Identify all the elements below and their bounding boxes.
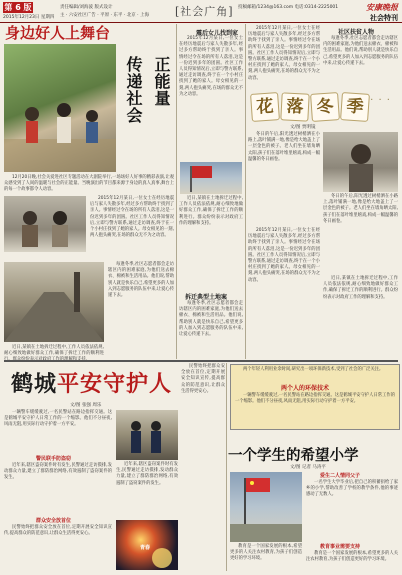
lead-headline-red	[5, 24, 115, 42]
mid-column-a-text: 2015年12月某日,一位女士在经历地震后与家人失散多年,经过多方帮助终于找到了亲人。事情经过令在场的所有人落泪,这是一份迟到多年的团圆。社区工作人员得知情况后,立即与警方联系,通过走访调查,终于在一个小村庄找到了她的家人。母女相见的一刻,两人抱头痛哭,在场的群众无不为之动容。	[179, 36, 243, 97]
hope-sub1: 爱生二人情同父子	[320, 473, 361, 479]
winter-col-b	[323, 194, 398, 274]
lead-headline-text: 身边好人上舞台	[5, 24, 111, 42]
right-col-bottom	[248, 228, 320, 358]
police-col-1	[4, 463, 112, 515]
footer-bubble: 青春	[140, 545, 151, 551]
winter-char-3: 冬	[310, 92, 340, 122]
page-number-badge: 第 6 版	[4, 3, 32, 12]
stage-figures-graphic	[4, 44, 116, 172]
police-col-2-text: 民警始终把群众安全放在首位,定期开展安全知识宣传,提高群众的防范意识,让群众生活得更安心。	[4, 525, 112, 537]
winter-col-a-text: 冬日的午后,阳光透过树梢洒在小路上,落叶铺满一地,像是给大地盖上了一层金色的被子。老人们坐在墙角晒太阳,孩子们在落叶堆里嬉戏,构成一幅温馨的冬日画卷。	[248, 132, 320, 162]
police-col-2	[4, 525, 112, 571]
sidebar-box-text-2	[235, 393, 395, 425]
lead-photo	[4, 44, 116, 172]
divider-1	[176, 24, 177, 359]
hope-col-1	[306, 480, 398, 540]
police-sub2: 群众安全放首位	[36, 518, 72, 524]
third-photo	[4, 262, 104, 342]
winter-char-2: 落	[280, 92, 309, 121]
mid-column-c	[179, 301, 243, 356]
winter-dots: · · ·	[370, 95, 391, 106]
right-col-top-a	[248, 26, 320, 90]
flag-graphic	[180, 162, 242, 194]
police-officers-graphic	[116, 410, 178, 460]
police-col-1-text: 近年来,辖区盗窃案件时有发生,民警通过走访摸排,发动群众力量,建立了群防群治网络,有效遏制了盗窃案件的发生。	[4, 463, 112, 481]
crane-title-a: 鹤城	[11, 371, 58, 397]
second-photo	[4, 196, 86, 252]
hope-col-3	[306, 551, 398, 571]
lead-col-lower-text: 2015年12月某日,一位女士在经历地震后与家人失散多年,经过多方帮助终于找到了亲人。事情经过令在场的所有人落泪,这是一份迟到多年的团圆。社区工作人员得知情况后,立即与警方联系,通过走访调查,终于在一个小村庄找到了她的家人。母女相见的一刻,两人抱头痛哭,在场的群众无不为之动容。	[90, 196, 174, 239]
interview-graphic	[4, 196, 86, 252]
lead-headline-vertical-b: 正能量	[152, 56, 171, 107]
right-col-top-b-text: 每逢冬季,社区志愿者都会走访辖区内的困难家庭,为他们送去棉衣、棉被和生活用品。他们说,帮助别人就是快乐自己,希望更多的人加入到志愿服务的队伍中来,让爱心传递下去。	[323, 36, 398, 66]
section-title: [社会广角]	[175, 5, 234, 18]
right-col-top-b	[323, 36, 398, 92]
mid-column-c-text: 每逢冬季,社区志愿者都会走访辖区内的困难家庭,为他们送去棉衣、棉被和生活用品。他们说,帮助别人就是快乐自己,希望更多的人加入到志愿服务的队伍中来,让爱心传递下去。	[179, 301, 243, 338]
police-intro-text: 一辆警车缓缓驶过,一名民警站在路边指挥交通。这是鹤城平安守护人日常工作的一个缩影。他们不分昼夜,风雨无阻,用实际行动守护着一方平安。	[4, 410, 112, 428]
bottom-left-strip	[4, 345, 104, 363]
road-scene-graphic	[4, 262, 104, 342]
winter-char-4: 季	[340, 92, 370, 122]
flag-photo	[180, 162, 242, 194]
lower-left-column	[108, 262, 174, 358]
masthead	[0, 0, 402, 23]
mid-lower-column-text: 民警始终把群众安全放在首位,定期开展安全知识宣传,提高群众的防范意识,让群众生活得更安心。	[181, 364, 225, 394]
mid-title: 震后女儿找到家	[196, 30, 239, 37]
hope-col-3-text: 教育是一个国家发展的根本,希望更多的人关注农村教育,为孩子们创造更好的学习环境。	[306, 551, 398, 563]
winter-char-1: 花	[250, 92, 280, 122]
bottom-left-strip-text: 近日,某镇在土地拆迁过程中,工作人员依法依规,耐心细致地做好群众工作,确保了拆迁工作的顺利进行。群众纷纷表示对政府工作的理解和支持。	[4, 345, 104, 363]
winter-col-b-text: 冬日的午后,阳光透过树梢洒在小路上,落叶铺满一地,像是给大地盖上了一层金色的被子。老人们坐在墙角晒太阳,孩子们在落叶堆里嬉戏,构成一幅温馨的冬日画卷。	[323, 194, 398, 224]
mid-lower-column	[181, 364, 225, 570]
hope-col-1-text: 一名学生大学毕业后,把自己的积蓄捐给了家乡的小学,帮助改善了学校的教学条件,他的事迹感动了无数人。	[306, 480, 398, 498]
hope-byline: 文/图 记者 马涛平	[290, 465, 326, 470]
divider-3	[226, 363, 227, 571]
editors-line: 责任编辑/刘海波 版式设计	[60, 5, 113, 10]
editors-line-2: 主 · 六安社区广告 · 平原 · 东平 · 北京 · 上海	[60, 13, 149, 18]
school-flag-graphic	[230, 472, 302, 542]
police-col-3-text: 近年来,辖区盗窃案件时有发生,民警通过走访摸排,发动群众力量,建立了群防群治网络,有效遏制了盗窃案件的发生。	[116, 462, 178, 486]
winter-photo	[323, 132, 398, 192]
hope-col-2-text: 教育是一个国家发展的根本,希望更多的人关注农村教育,为孩子们创造更好的学习环境。	[230, 544, 302, 562]
lower-left-text: 每逢冬季,社区志愿者都会走访辖区内的困难家庭,为他们送去棉衣、棉被和生活用品。他们说,帮助别人就是快乐自己,希望更多的人加入到志愿服务的队伍中来,让爱心传递下去。	[108, 262, 174, 299]
horizontal-rule	[4, 360, 398, 362]
brand-bottom: 社会特刊	[370, 14, 398, 22]
hope-photo	[230, 472, 302, 542]
sidebar-box-text	[235, 367, 395, 383]
divider-2	[245, 24, 246, 359]
sidebar-box-text-p2: 一辆警车缓缓驶过,一名民警站在路边指挥交通。这是鹤城平安守护人日常工作的一个缩影。他们不分昼夜,风雨无阻,用实际行动守护着一方平安。	[235, 393, 395, 405]
police-photo	[116, 410, 178, 460]
mid-column-b	[179, 196, 243, 291]
date-line: 2015年12月23日 星期四	[3, 15, 55, 20]
lead-paragraph-text: 12月20日晚,社会关爱进社区专题活动在大剧院举行,一场场好人好事的精彩表演,让观众感受到了人间的温暖与社会的正能量。当晚演出的节目都来源于身边的真人真事,舞台上的每一个故事都令人动容。	[4, 175, 174, 193]
mid-column-a	[179, 36, 243, 161]
crane-title	[11, 367, 172, 398]
hope-col-2	[230, 544, 302, 571]
police-intro	[4, 410, 112, 454]
sidebar-box-text-p: 两个年轻人利用业余时间,研究出一项环保新技术,受到了社会的广泛关注。	[243, 367, 384, 372]
right-col-bottom-b	[323, 276, 398, 358]
mid-column-b-text: 近日,某镇在土地拆迁过程中,工作人员依法依规,耐心细致地做好群众工作,确保了拆迁工作的顺利进行。群众纷纷表示对政府工作的理解和支持。	[179, 196, 243, 226]
lead-headline-vertical-a: 传递社会	[124, 56, 143, 124]
mid-subtitle: 拆迁典型土地案	[185, 294, 228, 301]
winter-banner	[247, 93, 397, 123]
winter-col-a	[248, 132, 320, 226]
crane-byline: 文/图 张强 周乐	[70, 403, 102, 408]
right-col-top-a-text: 2015年12月某日,一位女士在经历地震后与家人失散多年,经过多方帮助终于找到了亲人。事情经过令在场的所有人落泪,这是一份迟到多年的团圆。社区工作人员得知情况后,立即与警方联系,通过走访调查,终于在一个小村庄找到了她的家人。母女相见的一刻,两人抱头痛哭,在场的群众无不为之动容。	[248, 26, 320, 81]
brand-top: 安康晚报	[366, 2, 398, 12]
police-col-3	[116, 462, 178, 518]
sidebar-box-title: 两个人的环保技术	[281, 385, 330, 392]
right-title: 社区扶贫人物	[338, 29, 375, 36]
lead-col-lower	[90, 196, 174, 256]
crane-title-b: 平安守护人	[57, 371, 173, 397]
hope-sub2: 教育事业需要支持	[320, 544, 361, 550]
old-man-graphic	[323, 132, 398, 192]
winter-byline: 文/图 贾明镜	[290, 125, 316, 130]
sidebar-box	[230, 364, 400, 430]
police-sub1: 警民联手防盗窃	[36, 456, 72, 462]
contact-line: 投稿邮箱/1234@163.com 电话:0314-2225001	[238, 5, 339, 10]
hope-title: 一个学生的希望小学	[228, 447, 359, 464]
right-col-bottom-b-text: 近日,某镇在土地拆迁过程中,工作人员依法依规,耐心细致地做好群众工作,确保了拆迁工作的顺利进行。群众纷纷表示对政府工作的理解和支持。	[323, 276, 398, 300]
right-col-bottom-text: 2015年12月某日,一位女士在经历地震后与家人失散多年,经过多方帮助终于找到了亲人。事情经过令在场的所有人落泪,这是一份迟到多年的团圆。社区工作人员得知情况后,立即与警方联系,通过走访调查,终于在一个小村庄找到了她的家人。母女相见的一刻,两人抱头痛哭,在场的群众无不为之动容。	[248, 228, 320, 283]
brand-logo	[366, 2, 398, 23]
